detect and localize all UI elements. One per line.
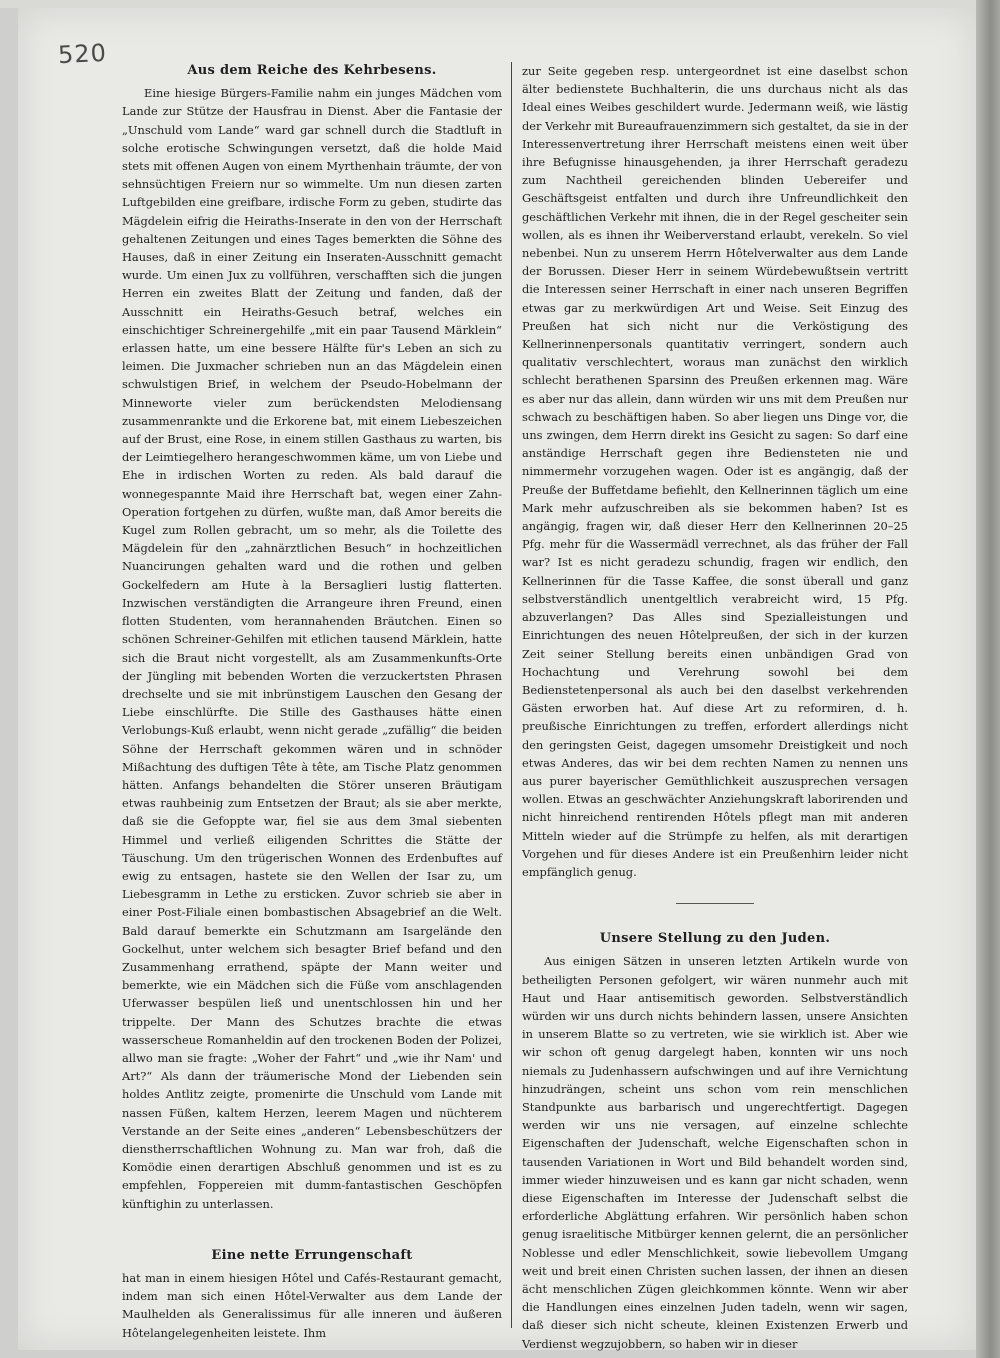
article-separator — [676, 903, 754, 904]
right-column — [522, 62, 908, 1351]
column-divider — [511, 62, 512, 1328]
article-title-kehrbesen: Aus dem Reiche des Kehrbesens. — [187, 63, 437, 78]
article-title-errungenschaft: Eine nette Errungenschaft — [211, 1247, 413, 1263]
article-title-juden: Unsere Stellung zu den Juden. — [599, 931, 831, 947]
article-body-errungenschaft-part1: hat man in einem hiesigen Hôtel und Cafés-Restaurant gemacht, indem man sich einen Hôtel-Verwalter aus dem Lande der Maulhelden als Generalissimus für alle inneren und äußeren Hôtelangelegenheiten leistete. Ihm — [122, 1271, 502, 1340]
article-body-kehrbesen: Eine hiesige Bürgers-Familie nahm ein junges Mädchen vom Lande zur Stütze der Hausfrau in Dienst. Aber die Fantasie der „Unschuld vom Lande“ ward gar schnell durch die Stadtluft in solche erotische Schwingungen versetzt, daß die holde Maid stets mit offenen Augen von einem Myrthenhain träumte, der von sehnsüchtigen Freiern nur so wimmelte. Um nun diesen zarten Luftgebilden eine greifbare, irdische Form zu geben, studirte das Mägdelein eifrig die Heiraths-Inserate in den von der Herrschaft gehaltenen Zeitungen und eines Tages bemerkten die Söhne des Hauses, daß in einer Zeitung ein Inseraten-Ausschnitt gemacht wurde. Um einen Jux zu vollführen, verschafften sich die jungen Herren ein zweites Blatt der Zeitung und fanden, daß der Ausschnitt ein Heiraths-Gesuch betraf, welches ein einschichtiger Schreinergehilfe „mit ein paar Tausend Märklein“ erlassen hatte, um eine bessere Hälfte für's Leben an sich zu leimen. Die Juxmacher schrieben nun an das Mägdelein einen schwulstigen Brief, in welchem der Pseudo-Hobelmann der Minneworte vieler zum berückendsten Melodiensang zusammenrankte und die Erkorene bat, mit einem Liebeszeichen auf der Brust, eine Rose, in einem stillen Gasthaus zu warten, bis der Leimtiegelhero herangeschwommen käme, um von Liebe und Ehe in irdischen Worten zu reden. Als bald darauf die wonnegespannte Maid ihre Herrschaft bat, wegen einer Zahn-Operation fortgehen zu dürfen, wußte man, daß Amor bereits die Kugel zum Rollen gebracht, um so mehr, als die Toilette des Mägdelein für den „zahnärztlichen Besuch“ in hochzeitlichen Nuancirungen gehalten ward und die rothen und gelben Gockelfedern am Hute à la Bersaglieri lustig flatterten. Inzwischen verständigten die Arrangeure ihren Freund, einen flotten Studenten, vom herannahenden Bräutchen. Einen so schönen Schreiner-Gehilfen mit etlichen tausend Märklein, hatte sich die Braut nicht vorgestellt, als am Zusammenkunfts-Orte der Jüngling mit bebenden Worten die verzuckertsten Phrasen drechselte und sie mit inbrünstigem Lauschen den Gesang der Liebe einschlürfte. Die Stille des Gasthauses hätte einen Verlobungs-Kuß erlaubt, wenn nicht gerade „zufällig“ die beiden Söhne der Herrschaft gekommen wären und in schnöder Mißachtung des duftigen Tête à tête, am Tische Platz genommen hätten. Anfangs behandelten die Störer unseren Bräutigam etwas rauhbeinig zum Entsetzen der Braut; als sie aber merkte, daß sie die Gefoppte war, fiel sie aus dem 3mal siebenten Himmel und verließ eiligenden Schrittes die Stätte der Täuschung. Um den trügerischen Wonnen des Erdenbuftes auf ewig zu entsagen, hastete sie den Wellen der Isar zu, um Liebesgramm in Lethe zu ersticken. Zuvor schrieb sie aber in einer Post-Filiale einen bombastischen Absagebrief an die Welt. Bald darauf bemerkte ein Schutzmann am Isargelände den Gockelhut, unter welchem sich besagter Brief befand und den Zusammenhang errathend, späpte der Mann weiter und bemerkte, wie ein Mädchen sich die Füße vom anschlagenden Uferwasser bespülen ließ und unentschlossen hin und her trippelte. Der Mann des Schutzes brachte die etwas wasserscheue Romanheldin auf den trockenen Boden der Polizei, allwo man sie fragte: „Woher der Fahrt“ und „wie ihr Nam' und Art?“ Als dann der träumerische Mond der Liebenden sein holdes Antlitz zeigte, promenirte die Unschuld vom Lande mit nassen Füßen, kaltem Herzen, leerem Magen und nüchterem Verstande an der Seite eines „anderen“ Lebensbeschützers der dienstherrschaftlichen Wohnung zu. Man war froh, daß die Komödie einen derartigen Abschluß genommen und ist es zu empfehlen, Foppereien mit dumm-fantastischen Geschöpfen künftighin zu unterlassen. — [122, 86, 502, 1211]
article-body-juden: Aus einigen Sätzen in unseren letzten Artikeln wurde von betheiligten Personen gefolgert, wir wären nunmehr auch mit Haut und Haar antisemitisch geworden. Selbstverständlich würden wir uns durch nichts behindern lassen, unsere Ansichten in unserem Blatte so zu vertreten, wie sie wirklich ist. Aber wie wir schon oft genug dargelegt haben, konnten wir uns noch niemals zu Judenhassern aufschwingen und auf ihre Vernichtung hinzudrängen, scheint uns schon vom rein menschlichen Standpunkte aus barbarisch und ungerechtfertigt. Dagegen werden wir uns nie versagen, auf einzelne schlechte Eigenschaften der Judenschaft, welche Eigenschaften schon in tausenden Variationen in Wort und Bild behandelt worden sind, immer wieder hinzuweisen und es kann gar nicht schaden, wenn diese Eigenschaften im Interesse der Judenschaft selbst die erforderliche Abglättung erfahren. Wir persönlich haben schon genug israelitische Mitbürger kennen gelernt, die an persönlicher Noblesse und edler Menschlichkeit, sowie liebevollem Umgang weit und breit einen Christen suchen lassen, der ihnen an diesen ächt menschlichen Zügen gleichkommen könnte. Wenn wir aber die Handlungen eines einzelnen Juden tadeln, wenn wir sagen, daß dieser sich nicht scheute, kleinen Existenzen Erwerb und Verdienst wegzujobbern, so haben wir in dieser — [522, 954, 908, 1351]
article-body-errungenschaft-part2: zur Seite gegeben resp. untergeordnet ist eine daselbst schon älter bedienstete Buchhalterin, die uns durchaus nicht als das Ideal eines Weibes geschildert wurde. Jedermann weiß, wie lästig der Verkehr mit Bureaufrauenzimmern sich gestaltet, da sie in der Interessenvertretung ihrer Herrschaft meistens einen weit über ihre Befugnisse hinausgehenden, ja ihrer Herrschaft geradezu zum Nachtheil gereichenden blinden Uebereifer und Geschäftsgeist entfalten und durch ihre Unfreundlichkeit den geschäftlichen Verkehr mit ihnen, die in der Regel gescheiter sein wollen, als es ihnen ihr Weiberverstand erlaubt, verekeln. So viel nebenbei. Nun zu unserem Herrn Hôtelverwalter aus dem Lande der Borussen. Dieser Herr in seinem Würdebewußtsein vertritt die Interessen seiner Herrschaft in einer nach unseren Begriffen etwas gar zu merkwürdigen Art und Weise. Seit Einzug des Preußen hat sich nicht nur die Verköstigung des Kellnerinnenpersonals quantitativ verringert, sondern auch qualitativ verschlechtert, woraus man zunächst den wirklich schlecht berathenen Sparsinn des Preußen erkennen mag. Wäre es aber nur das allein, dann würden wir uns mit dem Preußen nur schwach zu beschäftigen haben. So aber liegen uns Dinge vor, die uns zwingen, dem Herrn direkt ins Gesicht zu sagen: So darf eine anständige Herrschaft gegen ihre Bediensteten nie und nimmermehr vorzugehen wagen. Oder ist es angängig, daß der Preuße der Buffetdame befiehlt, den Kellnerinnen täglich um eine Mark mehr aufzuschreiben als sie bekommen haben? Ist es angängig, fragen wir, daß dieser Herr den Kellnerinnen 20–25 Pfg. mehr für die Wassermädl verrechnet, als das früher der Fall war? Ist es nicht geradezu schundig, fragen wir endlich, den Kellnerinnen für die Tasse Kaffee, die sonst überall und ganz selbstverständlich unentgeltlich verabreicht wird, 15 Pfg. abzuverlangen? Das Alles sind Spezialleistungen und Einrichtungen des neuen Hôtelpreußen, der sich in der kurzen Zeit seiner Stellung bereits einen unbändigen Grad von Hochachtung und Verehrung sowohl bei dem Bedienstetenpersonal als auch bei den daselbst verkehrenden Gästen erworben hat. Auf diese Art zu reformiren, d. h. preußische Einrichtungen zu treffen, erfordert allerdings nicht den geringsten Geist, dagegen umsomehr Dreistigkeit und noch etwas Anderes, das wir bei dem rechten Namen zu nennen uns aus purer bayerischer Gemüthlichkeit auszusprechen versagen wollen. Etwas an geschwächter Anziehungskraft laborirenden und nicht hinreichend rentirenden Hôtels pflegt man mit anderen Mitteln wieder auf die Strümpfe zu helfen, als mit derartigen Vorgehen und für dieses Andere ist ein Preußenhirn leider nicht empfänglich genug. — [522, 64, 908, 879]
handwritten-page-number: 520 — [57, 38, 108, 70]
scan-right-edge — [976, 0, 1000, 1358]
scan-top-edge — [0, 0, 1000, 8]
left-column — [122, 62, 502, 1340]
